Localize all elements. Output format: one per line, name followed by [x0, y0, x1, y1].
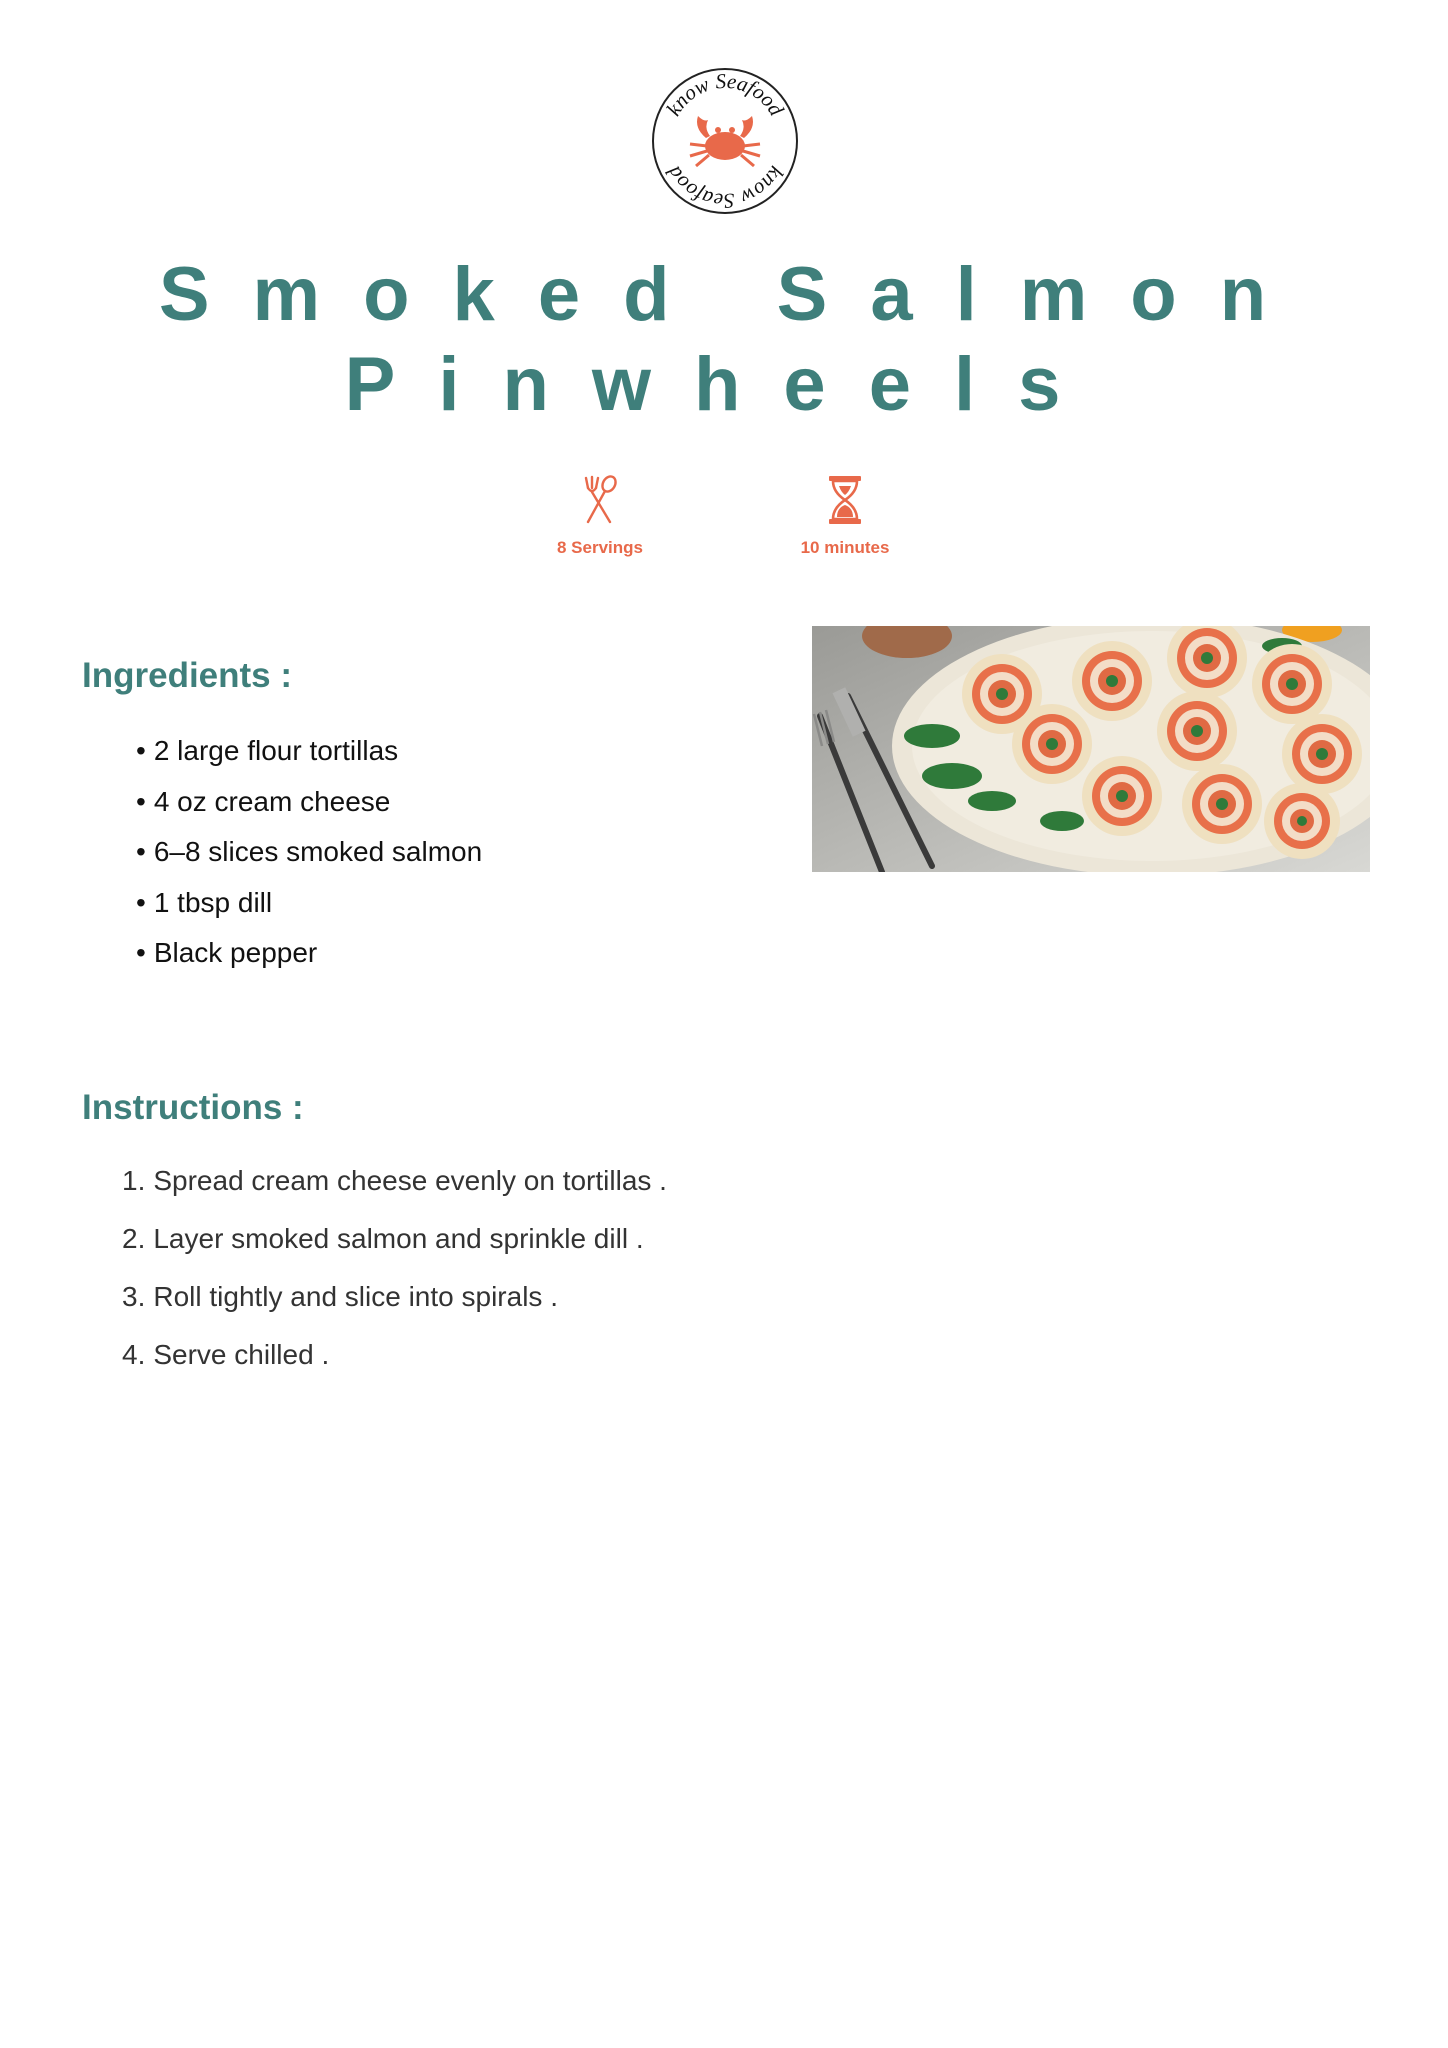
recipe-title-line-1: Smoked Salmon	[158, 252, 1310, 337]
instructions-list	[122, 1152, 667, 1384]
ingredient-item: • Black pepper	[136, 928, 482, 979]
time-label: 10 minutes	[800, 538, 890, 557]
step-number: 2.	[122, 1223, 146, 1254]
ingredient-item: • 4 oz cream cheese	[136, 777, 482, 828]
logo-text-bottom: know Seafood	[661, 162, 789, 214]
servings-label: 8 Servings	[557, 538, 643, 557]
instructions-heading: Instructions :	[82, 1088, 304, 1127]
step-text: Spread cream cheese evenly on tortillas .	[153, 1165, 667, 1196]
utensils-icon	[578, 474, 622, 526]
smoked-salmon-pinwheels-photo	[812, 626, 1370, 872]
step-number: 3.	[122, 1281, 146, 1312]
know-seafood-logo	[650, 66, 800, 216]
step-text: Serve chilled .	[153, 1339, 330, 1370]
recipe-title	[0, 250, 1448, 430]
ingredient-item: • 1 tbsp dill	[136, 878, 482, 929]
crab-logo-icon	[650, 66, 800, 216]
instruction-step	[122, 1152, 667, 1210]
servings-info	[520, 474, 680, 558]
hourglass-icon	[823, 474, 867, 526]
time-info	[765, 474, 925, 558]
step-text: Layer smoked salmon and sprinkle dill .	[153, 1223, 644, 1254]
ingredients-list	[136, 726, 482, 979]
instruction-step	[122, 1326, 667, 1384]
ingredient-item: • 6–8 slices smoked salmon	[136, 827, 482, 878]
step-text: Roll tightly and slice into spirals .	[153, 1281, 558, 1312]
recipe-title-line-2: Pinwheels	[344, 342, 1104, 427]
instruction-step	[122, 1210, 667, 1268]
step-number: 1.	[122, 1165, 146, 1196]
instruction-step	[122, 1268, 667, 1326]
pinwheels-image-icon	[812, 626, 1370, 872]
ingredients-heading: Ingredients :	[82, 656, 293, 695]
logo-text-top: know Seafood	[661, 68, 789, 120]
ingredient-item: • 2 large flour tortillas	[136, 726, 482, 777]
step-number: 4.	[122, 1339, 146, 1370]
